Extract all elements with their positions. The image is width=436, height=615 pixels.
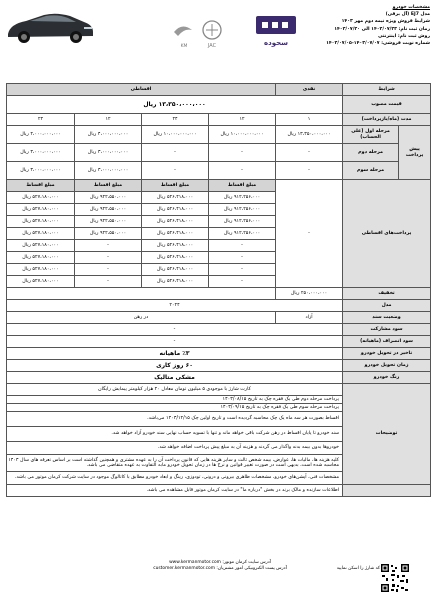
- site-label: آدرس سایت کرمان موتور:: [222, 560, 271, 565]
- notes-paragraph: خودروها بدون بیمه بدنه واگذار می گردند و هزینه آن به مبلغ پیش پرداخت اضافه خواهد شد.: [7, 442, 343, 455]
- installment-head: مبلغ اقساط: [7, 180, 75, 192]
- cancel-profit-label: سود انصراف (ماهیانه): [343, 336, 431, 348]
- prepayment-cell: ۱۰،۰۰۰،۰۰۰،۰۰۰ ریال: [142, 126, 209, 144]
- site-link[interactable]: www.kermanmotor.com: [169, 560, 221, 565]
- installment-cell: ۵۲۷،۱۸۰،۰۰۰ ریال: [7, 228, 75, 240]
- installment-cell: ۵۲۶،۴۱۸،۰۰۰ ریال: [142, 240, 209, 252]
- installment-cell: ۵۲۶،۴۱۸،۰۰۰ ریال: [142, 228, 209, 240]
- installment-cell: ۹۲۲،۵۵۰،۰۰۰ ریال: [75, 204, 142, 216]
- header: [0, 0, 436, 82]
- installment-cell: -: [209, 276, 276, 288]
- installment-cell: ۹۲۲،۵۵۰،۰۰۰ ریال: [75, 228, 142, 240]
- installment-cell: ۵۲۶،۴۱۸،۰۰۰ ریال: [142, 264, 209, 276]
- prepayment-cell: -: [209, 162, 276, 180]
- notes-paragraph: کلیه هزینه ها، مالیات ها، عوارض، بیمه شخص ثالث و سایر هزینه هایی که قانون پرداخت آن را به عهده مشتری و همچنین گذاشته است بر اساس تعرفه های سال ۱۴۰۳ محاسبه شده است، بدیهی است در صورت تغییر قوانین و نرخ ها در زمان تحویل خودرو مابه التفاوت به عهده متقاضی می باشد.: [7, 455, 343, 472]
- installment-cell: ۵۲۷،۱۸۰،۰۰۰ ریال: [7, 252, 75, 264]
- model-label: مدل: [343, 300, 431, 312]
- installment-cell: -: [75, 240, 142, 252]
- notes-pay-stage2: پرداخت مرحله دوم طی یک فقره چک به تاریخ ۱۴۰۳/۰۸/۱۵: [7, 396, 343, 404]
- document-status-label: وضعیت سند: [343, 312, 431, 324]
- car-image: [4, 6, 96, 46]
- email-link[interactable]: customer.kermanmotor.com: [153, 566, 215, 572]
- notes-label-tail: [343, 485, 431, 497]
- installment-cell: ۵۲۷،۱۸۰،۰۰۰ ریال: [7, 192, 75, 204]
- spec-line: روش ثبت نام: اینترنتی: [378, 33, 430, 39]
- prepayment-stage3-label: مرحله سوم: [343, 162, 399, 180]
- discount-rest: [7, 288, 276, 300]
- sahooleh-logo: [252, 14, 300, 50]
- notes-paragraph: اقساط بصورت هر سه ماه یک چک محاسبه گردیده است و تاریخ اولین چک ۱۴۰۳/۱۲/۱۵ می‌باشد.: [7, 412, 343, 427]
- months-cell: ۱۲: [209, 114, 276, 126]
- discount-label: تخفیف: [343, 288, 431, 300]
- qr-code-icon[interactable]: [380, 563, 410, 593]
- delivery-time-value: ۶۰ روز کاری: [7, 360, 343, 372]
- installment-cell: ۵۲۷،۱۸۰،۰۰۰ ریال: [7, 264, 75, 276]
- months-cell: ۱۲: [75, 114, 142, 126]
- installment-cell: ۵۲۷،۱۸۰،۰۰۰ ریال: [7, 240, 75, 252]
- installments-cash-cell: -: [276, 180, 343, 288]
- months-cell: ۲۴: [7, 114, 75, 126]
- installment-cell: -: [209, 264, 276, 276]
- installment-cell: -: [75, 252, 142, 264]
- prepayment-cell: ۳،۰۰۰،۰۰۰،۰۰۰ ریال: [75, 144, 142, 162]
- prepayment-cell: -: [209, 144, 276, 162]
- installment-cell: ۵۲۶،۴۱۸،۰۰۰ ریال: [142, 216, 209, 228]
- delivery-delay-value: ٪۳ ماهیانه: [7, 348, 343, 360]
- prepayment-cell: -: [276, 144, 343, 162]
- kerman-motor-logo-icon: [174, 26, 192, 49]
- conditions-label: شرایط: [343, 84, 431, 96]
- installment-head: مبلغ اقساط: [142, 180, 209, 192]
- spec-title: مشخصات خودرو: [392, 5, 430, 10]
- installment-cell: ۹۱۲،۲۵۶،۰۰۰ ریال: [209, 192, 276, 204]
- months-cell: ۱: [276, 114, 343, 126]
- spec-line: زمان ثبت نام: ۱۴۰۳/۰۷/۲۳ الی ۱۴۰۳/۰۷/۳۰: [334, 26, 430, 32]
- document-status-cash: آزاد: [276, 312, 343, 324]
- prepayment-label: پیش پرداخت: [399, 126, 431, 180]
- pricing-table: [6, 83, 431, 497]
- installment-head: مبلغ اقساط: [209, 180, 276, 192]
- installment-cell: -: [209, 252, 276, 264]
- installment-cell: ۵۲۶،۴۱۸،۰۰۰ ریال: [142, 204, 209, 216]
- prepayment-cell: ۱۳،۳۵۰،۰۰۰،۰۰۰ ریال: [276, 126, 343, 144]
- spec-line: شماره نوبت فروشی: ۱۴۰۳/۰۷/۰۷-۱۴۰۳/۰۷/۰۵: [326, 41, 430, 47]
- installment-cell: ۵۲۷،۱۸۰،۰۰۰ ریال: [7, 204, 75, 216]
- delivery-delay-label: تاخیر در تحویل خودرو: [343, 348, 431, 360]
- qr-caption: کد شارژ را اسکن نمایید: [336, 566, 380, 571]
- spec-line: شرایط فروش ویژه نیمه دوم مهر ۱۴۰۳: [341, 19, 430, 25]
- svg-text:KM: KM: [180, 44, 188, 49]
- notes-paragraph: سند خودرو تا پایان اقساط در رهن شرکت باقی خواهد ماند و تنها با تسویه حساب نهایی سند خودرو آزاد خواهد شد.: [7, 427, 343, 442]
- notes-pay-stage3: پرداخت مرحله سوم طی یک فقره چک به تاریخ ۱۴۰۳/۰۹/۱۵: [7, 404, 343, 412]
- prepayment-cell: -: [276, 162, 343, 180]
- prepayment-cell: ۳،۰۰۰،۰۰۰،۰۰۰ ریال: [7, 162, 75, 180]
- prepayment-cell: ۱۰،۰۰۰،۰۰۰،۰۰۰ ریال: [209, 126, 276, 144]
- partnership-profit-label: سود مشارکت: [343, 324, 431, 336]
- spec-block: [310, 4, 430, 47]
- prepayment-stage1-label: مرحله اول (علی الحساب): [343, 126, 399, 144]
- months-label: مدت (ماه/بازپرداخت): [343, 114, 431, 126]
- email-label: آدرس پست الکترونیکی امور مشتریان:: [216, 566, 287, 572]
- prepayment-stage2-label: مرحله دوم: [343, 144, 399, 162]
- installment-cell: ۵۲۷،۱۸۰،۰۰۰ ریال: [7, 216, 75, 228]
- model-value: ۲۰۲۴: [7, 300, 343, 312]
- notes-card: کارت شارژ با موجودی ۵ میلیون تومان معادل ۲۰ هزار کیلومتر پیمایش رایگان: [7, 384, 343, 396]
- installment-cell: -: [209, 240, 276, 252]
- svg-text:JAC: JAC: [207, 43, 217, 49]
- car-color-label: رنگ خودرو: [343, 372, 431, 384]
- installment-header: اقساطی: [7, 84, 276, 96]
- prepayment-cell: -: [142, 162, 209, 180]
- notes-paragraph: اطلاعات سازنده و مالک برند در بخش "درباره ما" در سایت کرمان موتور قابل مشاهده می باشد.: [7, 485, 343, 497]
- discount-value: ۲۵۰،۰۰۰،۰۰۰ ریال: [276, 288, 343, 300]
- cancel-profit-value: -: [7, 336, 343, 348]
- installment-cell: ۵۲۷،۱۸۰،۰۰۰ ریال: [7, 276, 75, 288]
- spec-line: مدل EJ7 (آل بزقی): [385, 12, 430, 18]
- notes-paragraph: مشخصات فنی، آپشن‌های خودرو، مشخصات ظاهری بیرونی و درونی، تودوزی، رینگ و ابعاد خودرو مطابق با کاتالوگ موجود در سایت شرکت کرمان موتور می باشد.: [7, 472, 343, 485]
- installment-head: مبلغ اقساط: [75, 180, 142, 192]
- jac-logo-icon: [203, 21, 221, 49]
- installment-cell: ۹۲۲،۵۵۰،۰۰۰ ریال: [75, 216, 142, 228]
- document-status-installment: در رهن: [7, 312, 276, 324]
- footer-contact: [140, 560, 300, 573]
- brand-name: سحوده: [263, 39, 289, 47]
- installment-cell: ۹۱۲،۲۵۶،۰۰۰ ریال: [209, 216, 276, 228]
- months-cell: ۲۴: [142, 114, 209, 126]
- price-value: ۱۳،۳۵۰،۰۰۰،۰۰۰ ریال: [7, 96, 343, 114]
- car-color-value: مشکی متالیک: [7, 372, 343, 384]
- installment-cell: ۹۱۲،۲۵۶،۰۰۰ ریال: [209, 204, 276, 216]
- notes-label: توضیحات: [343, 384, 431, 485]
- installment-cell: -: [75, 276, 142, 288]
- installment-cell: ۵۲۶،۴۱۸،۰۰۰ ریال: [142, 252, 209, 264]
- partnership-profit-value: -: [7, 324, 343, 336]
- prepayment-cell: ۴،۰۰۰،۰۰۰،۰۰۰ ریال: [7, 126, 75, 144]
- prepayment-cell: -: [142, 144, 209, 162]
- installment-cell: -: [75, 264, 142, 276]
- cash-header: نقدی: [276, 84, 343, 96]
- installment-cell: ۵۲۶،۴۱۸،۰۰۰ ریال: [142, 276, 209, 288]
- prepayment-cell: ۳،۰۰۰،۰۰۰،۰۰۰ ریال: [7, 144, 75, 162]
- installment-cell: ۹۱۲،۲۵۶،۰۰۰ ریال: [209, 228, 276, 240]
- price-label: قیمت مصوب: [343, 96, 431, 114]
- installment-cell: ۹۲۲،۵۵۰،۰۰۰ ریال: [75, 192, 142, 204]
- installments-label: پرداخت‌های اقساطی: [343, 180, 431, 288]
- installment-cell: ۵۲۶،۴۱۸،۰۰۰ ریال: [142, 192, 209, 204]
- prepayment-cell: ۴،۰۰۰،۰۰۰،۰۰۰ ریال: [75, 126, 142, 144]
- delivery-time-label: زمان تحویل خودرو: [343, 360, 431, 372]
- prepayment-cell: ۳،۰۰۰،۰۰۰،۰۰۰ ریال: [75, 162, 142, 180]
